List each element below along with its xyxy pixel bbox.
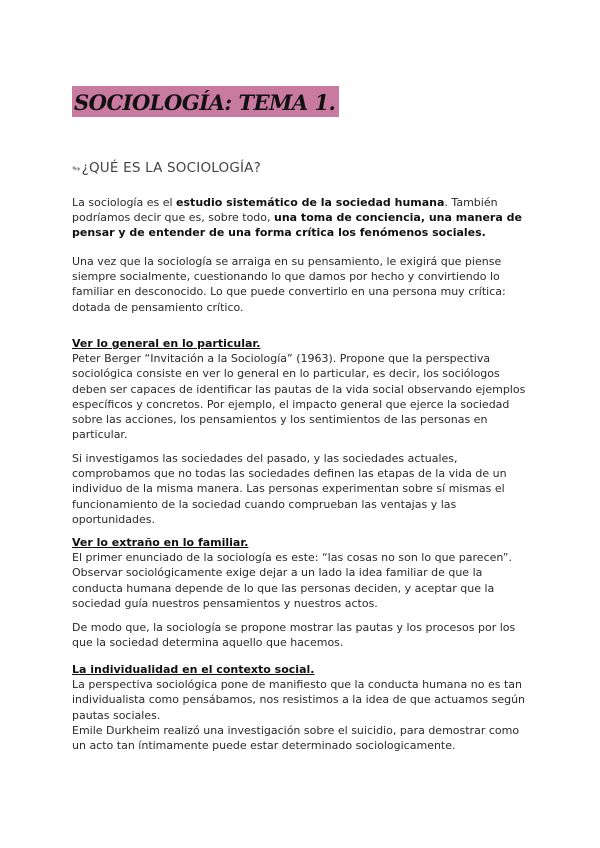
intro-bold-critical: una toma de conciencia, una manera de pensar y de entender de una forma crítica los fenómenos sociales. <box>72 211 522 240</box>
section-2 <box>72 535 532 611</box>
section-1-paragraph-1: Peter Berger “Invitación a la Sociología” (1963). Propone que la perspectiva sociológica consiste en ver lo general en lo particular, es decir, los sociólogos deben ser capaces de identificar las pautas de la vida social observando ejemplos específicos y concretos. Por ejemplo, el impacto general que ejerce la sociedad sobre las acciones, los pensamientos y los sentimientos de las personas en particular. <box>72 352 526 442</box>
intro-paragraph-1 <box>72 195 532 241</box>
section-heading-text: ¿QUÉ ES LA SOCIOLOGÍA? <box>81 160 261 176</box>
section-2-paragraph-1: El primer enunciado de la sociología es este: “las cosas no son lo que parecen”. Observar sociológicamente exige dejar a un lado la idea familiar de que la conducta humana depende de lo que las personas deciden, y aceptar que la sociedad guía nuestros pensamientos y nuestros actos. <box>72 551 512 610</box>
subheading-general-particular: Ver lo general en lo particular. <box>72 337 261 350</box>
section-1-paragraph-2: Si investigamos las sociedades del pasado, y las sociedades actuales, comprobamos que no todas las sociedades definen las etapas de la vida de un individuo de la misma manera. Las personas experimentan sobre sí mismas el funcionamiento de la sociedad cuando comprueban las ventajas y las oportunidades. <box>72 452 507 526</box>
subheading-extrano-familiar: Ver lo extraño en lo familiar. <box>72 536 249 549</box>
subheading-individualidad: La individualidad en el contexto social. <box>72 663 315 676</box>
section-3-paragraph-2: Emile Durkheim realizó una investigación sobre el suicidio, para demostrar como un acto tan íntimamente puede estar determinado sociologicamente. <box>72 723 520 753</box>
intro-text: . También podríamos decir que es, sobre todo, <box>72 196 498 225</box>
curved-arrow-icon: ↬ <box>72 164 81 175</box>
section-1 <box>72 336 532 442</box>
intro-text: La sociología es el <box>72 196 177 209</box>
title-highlight <box>72 86 339 117</box>
intro-paragraph-2: Una vez que la sociología se arraiga en su pensamiento, le exigirá que piense siempre socialmente, cuestionando lo que damos por hecho y convirtiendo lo familiar en desconocido. Lo que puede convertirlo en una persona muy crítica: dotada de pensamiento crítico. <box>72 255 506 314</box>
section-2-paragraph-2: De modo que, la sociología se propone mostrar las pautas y los procesos por los que la sociedad determina aquello que hacemos. <box>72 621 516 650</box>
section-3-paragraph-1: La perspectiva sociológica pone de manifiesto que la conducta humana no es tan individualista como pensábamos, nos resistimos a la idea de que actuamos según pautas sociales. <box>72 678 526 722</box>
intro-bold-definition: estudio sistemático de la sociedad humana <box>176 196 445 209</box>
page-title: SOCIOLOGÍA: TEMA 1. <box>74 90 336 115</box>
section-heading <box>72 160 261 176</box>
section-3 <box>72 662 532 753</box>
